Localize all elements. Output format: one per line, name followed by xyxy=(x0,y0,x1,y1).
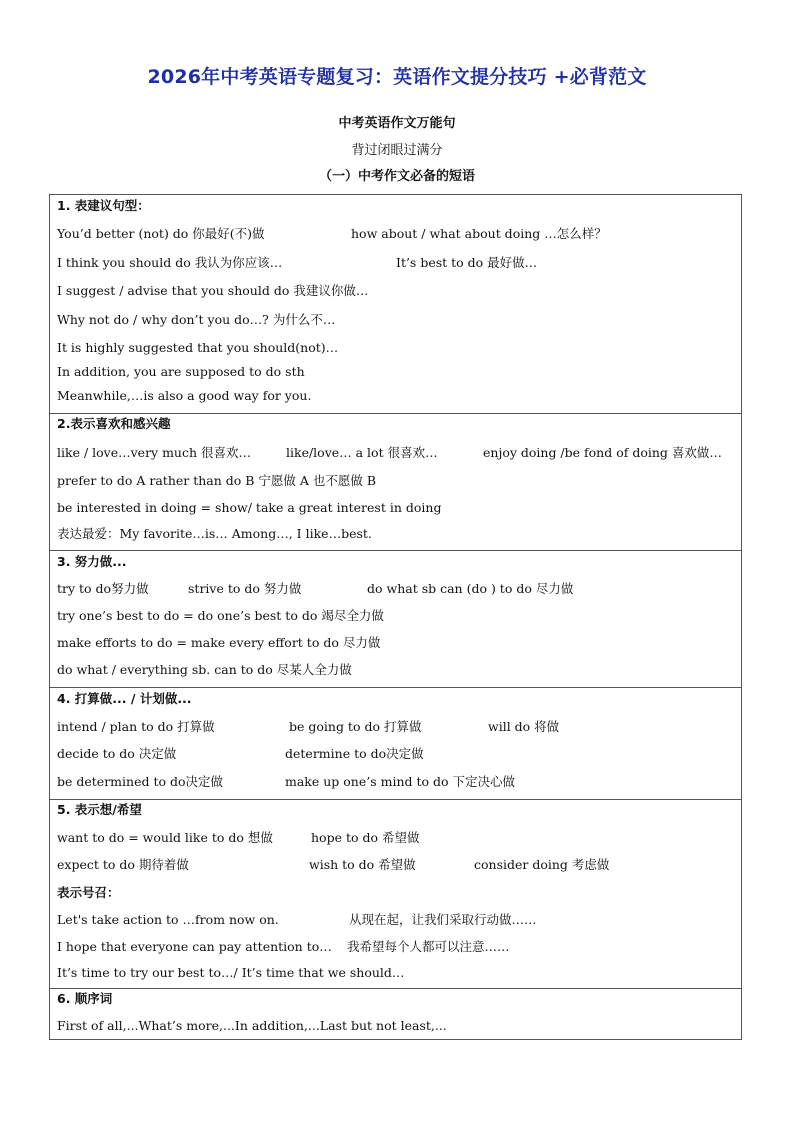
section-suggestions xyxy=(50,195,741,413)
phrase-row: First of all,...What’s more,...In addition,...Last but not least,... xyxy=(57,1018,447,1033)
phrase-row: do what / everything sb. can to do 尽某人全力做 xyxy=(57,662,352,677)
phrase-row: It’s time to try our best to…/ It’s time that we should… xyxy=(57,965,405,980)
phrase-text: like / love…very much 很喜欢… xyxy=(57,445,252,460)
phrase-text: will do 将做 xyxy=(488,719,560,734)
phrase-text: strive to do 努力做 xyxy=(188,581,302,596)
phrase-row: I suggest / advise that you should do 我建议你做… xyxy=(57,283,369,298)
phrase-row xyxy=(57,718,737,736)
phrase-text: wish to do 希望做 xyxy=(309,857,416,872)
phrase-text: expect to do 期待着做 xyxy=(57,857,189,872)
phrase-text: decide to do 决定做 xyxy=(57,746,177,761)
section-plans xyxy=(50,687,741,799)
section-likes xyxy=(50,413,741,550)
phrase-text: like/love… a lot 很喜欢… xyxy=(286,445,438,460)
phrase-text: determine to do决定做 xyxy=(285,746,424,761)
phrase-row xyxy=(57,829,737,847)
phrase-text: make up one’s mind to do 下定决心做 xyxy=(285,774,516,789)
phrase-row xyxy=(57,856,737,874)
phrase-text: 我希望每个人都可以注意…… xyxy=(347,939,510,954)
subheading-call-to-action: 表示号召： xyxy=(57,885,120,900)
phrase-row: prefer to do A rather than do B 宁愿做 A 也不愿做 B xyxy=(57,473,377,488)
phrase-text: intend / plan to do 打算做 xyxy=(57,719,215,734)
phrase-row: In addition, you are supposed to do sth xyxy=(57,364,305,379)
phrase-text: be determined to do决定做 xyxy=(57,774,223,789)
phrase-text: how about / what about doing …怎么样？ xyxy=(351,226,607,241)
section-heading: 5. 表示想/希望 xyxy=(57,802,142,817)
section-heading: 4. 打算做... / 计划做... xyxy=(57,691,192,706)
section-heading: 1. 表建议句型： xyxy=(57,198,150,213)
phrase-table xyxy=(49,194,742,1040)
subtitle-universal-sentences: 中考英语作文万能句 xyxy=(338,116,456,131)
phrase-row: be interested in doing = show/ take a great interest in doing xyxy=(57,500,442,515)
phrase-text: I hope that everyone can pay attention to… xyxy=(57,939,332,954)
phrase-text: want to do = would like to do 想做 xyxy=(57,830,273,845)
phrase-row xyxy=(57,444,741,462)
phrase-row: make efforts to do = make every effort to do 尽力做 xyxy=(57,635,381,650)
phrase-row: It is highly suggested that you should(not)… xyxy=(57,340,339,355)
phrase-row: 表达最爱：My favorite…is… Among…, I like…best. xyxy=(57,526,372,541)
phrase-row xyxy=(57,938,737,956)
phrase-row xyxy=(57,745,737,763)
section-wishes xyxy=(50,799,741,988)
phrase-text: try to do努力做 xyxy=(57,581,149,596)
phrase-text: I think you should do 我认为你应该… xyxy=(57,255,283,270)
phrase-row xyxy=(57,254,737,272)
phrase-text: 从现在起，让我们采取行动做…… xyxy=(349,912,537,927)
section-sequence-words xyxy=(50,988,741,1040)
phrase-row: Why not do / why don’t you do…? 为什么不… xyxy=(57,312,336,327)
subtitle-memorize: 背过闭眼过满分 xyxy=(351,143,443,158)
phrase-text: hope to do 希望做 xyxy=(311,830,420,845)
subtitle-phrases: （一）中考作文必备的短语 xyxy=(318,169,475,184)
phrase-text: Let's take action to …from now on. xyxy=(57,912,279,927)
phrase-text: do what sb can (do ) to do 尽力做 xyxy=(367,581,574,596)
phrase-text: It’s best to do 最好做… xyxy=(396,255,538,270)
phrase-row xyxy=(57,580,737,598)
phrase-row: Meanwhile,…is also a good way for you. xyxy=(57,388,312,403)
phrase-row xyxy=(57,911,737,929)
section-heading: 3. 努力做... xyxy=(57,554,127,569)
page-title: 2026年中考英语专题复习：英语作文提分技巧 +必背范文 xyxy=(147,66,647,88)
phrase-text: be going to do 打算做 xyxy=(289,719,422,734)
section-heading: 2.表示喜欢和感兴趣 xyxy=(57,416,171,431)
section-heading: 6. 顺序词 xyxy=(57,991,113,1006)
phrase-row xyxy=(57,773,737,791)
phrase-row xyxy=(57,225,737,243)
phrase-text: enjoy doing /be fond of doing 喜欢做… xyxy=(483,445,722,460)
phrase-text: consider doing 考虑做 xyxy=(474,857,610,872)
phrase-text: You’d better (not) do 你最好(不)做 xyxy=(57,226,265,241)
phrase-row: try one’s best to do = do one’s best to do 竭尽全力做 xyxy=(57,608,384,623)
section-efforts xyxy=(50,550,741,687)
